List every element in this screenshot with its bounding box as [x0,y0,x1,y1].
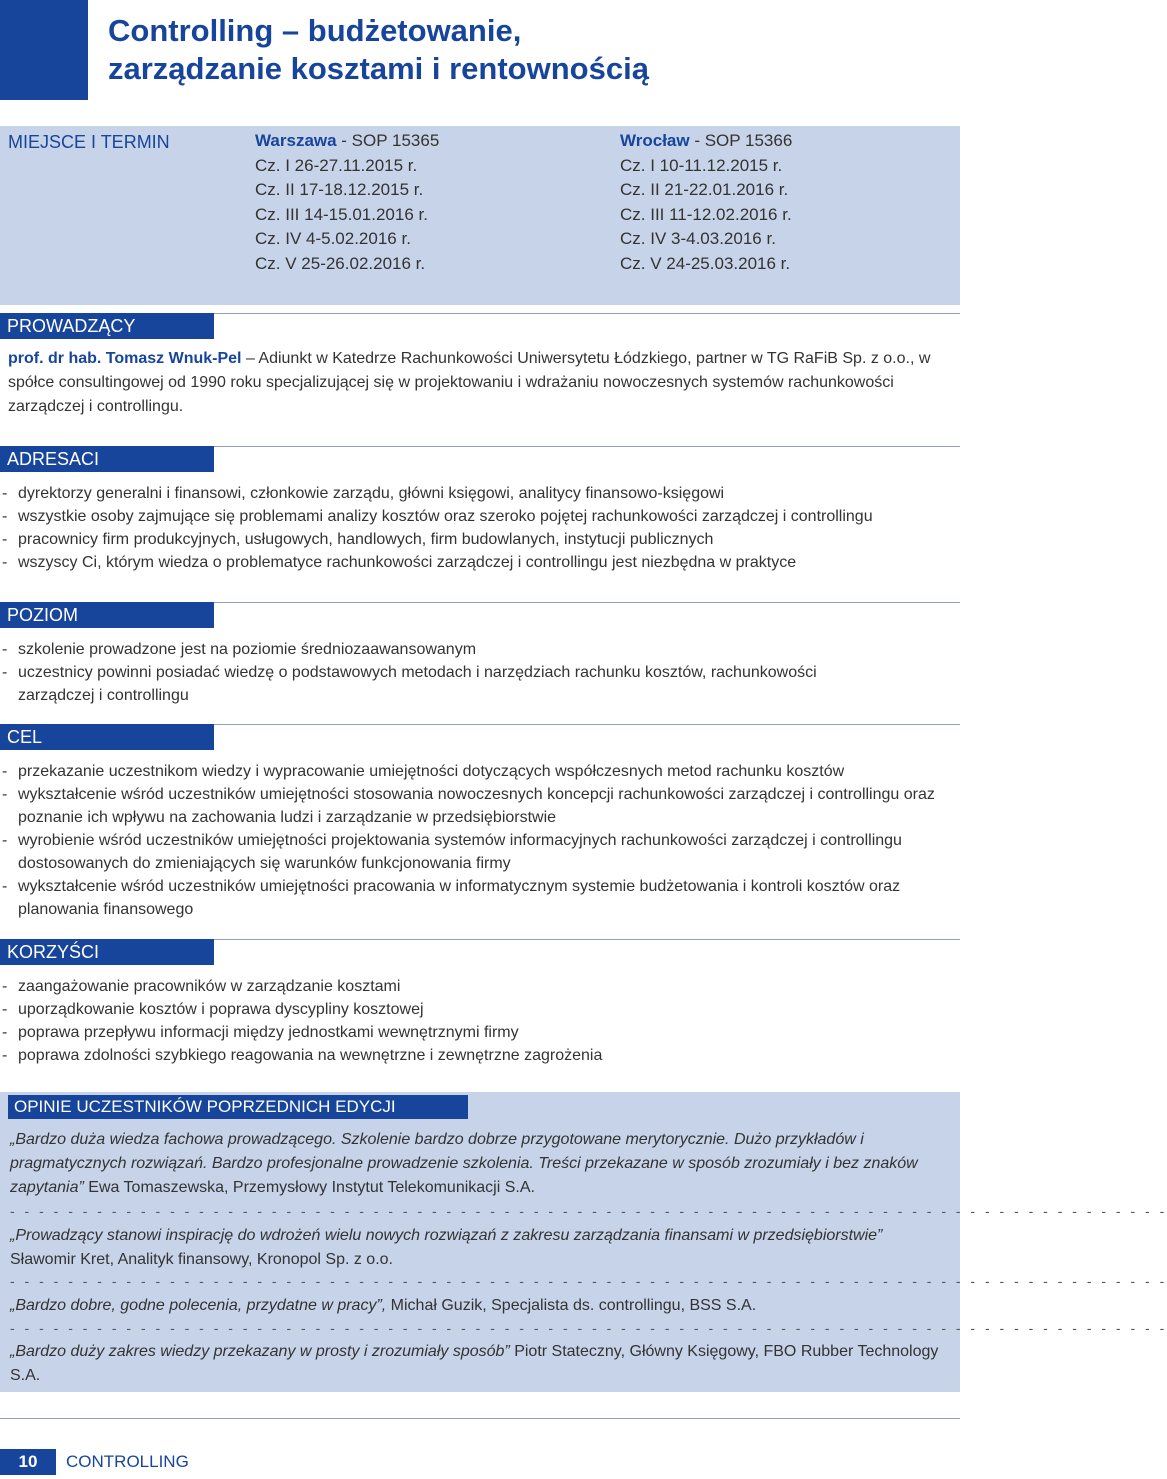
section-heading-opinions: OPINIE UCZESTNIKÓW POPRZEDNICH EDYCJI [8,1095,468,1119]
location-code: - SOP 15365 [336,131,440,150]
opinion-author: Michał Guzik, Specjalista ds. controllingu, BSS S.A. [386,1297,757,1314]
date-item: Cz. I 10-11.12.2015 r. [620,155,783,175]
list-item: - wykształcenie wśród uczestników umiejętności stosowania nowoczesnych koncepcji rachunkowości zarządczej i controllingu oraz poznanie ich wpływu na zachowania ludzi i zarządzanie w przedsiębiorstwie [0,783,960,829]
date-item: Cz. IV 4-5.02.2016 r. [255,229,411,248]
lead-paragraph [8,347,956,419]
location-city: Warszawa [255,131,337,150]
footer-rule [0,1418,960,1419]
list-item: - pracownicy firm produkcyjnych, usługowych, handlowych, firm budowlanych, instytucji publicznych [0,528,960,551]
date-item: Cz. I 26-27.11.2015 r. [255,155,418,175]
opinion-item [10,1340,950,1388]
list-item: - przekazanie uczestnikom wiedzy i wypracowanie umiejętności dotyczących współczesnych metod rachunku kosztów [0,760,960,783]
opinion-quote: „Bardzo duży zakres wiedzy przekazany w prosty i zrozumiały sposób” [10,1343,510,1360]
opinion-quote: „Prowadzący stanowi inspirację do wdrożeń wielu nowych rozwiązań z zakresu zarządzania finansami w przedsiębiorstwie” [10,1227,883,1244]
date-item: Cz. III 14-15.01.2016 r. [255,204,428,224]
list-item: - wszyscy Ci, którym wiedza o problematyce rachunkowości zarządczej i controllingu jest niezbędna w praktyce [0,551,960,574]
opinion-author: Piotr Stateczny, Główny Księgowy, FBO Rubber Technology S.A. [10,1343,939,1384]
date-item: Cz. III 11-12.02.2016 r. [620,204,792,224]
list-item: - zaangażowanie pracowników w zarządzanie kosztami [0,975,960,998]
dashed-separator: - - - - - - - - - - - - - - - - - - - - - - - - - - - - - - - - - - - - - - - - - - - - - - - - - - - - - - - - - - - - - - - - - - - - - - - - - - - - - - - - [10,1273,1167,1289]
location-heading [255,129,439,154]
opinion-author: Ewa Tomaszewska, Przemysłowy Instytut Telekomunikacji S.A. [83,1179,535,1196]
location-wroclaw [620,129,792,276]
list-item: - dyrektorzy generalni i finansowi, członkowie zarządu, główni księgowi, analitycy finansowo-księgowi [0,482,960,505]
list-item: - wszystkie osoby zajmujące się problemami analizy kosztów oraz szeroko pojętej rachunkowości zarządczej i controllingu [0,505,960,528]
dashed-separator: - - - - - - - - - - - - - - - - - - - - - - - - - - - - - - - - - - - - - - - - - - - - - - - - - - - - - - - - - - - - - - - - - - - - - - - - - - - - - - - - [10,1320,1167,1336]
location-code: - SOP 15366 [689,131,793,150]
dashed-separator: - - - - - - - - - - - - - - - - - - - - - - - - - - - - - - - - - - - - - - - - - - - - - - - - - - - - - - - - - - - - - - - - - - - - - - - - - - - - - - - - [10,1203,1167,1219]
lead-name: prof. dr hab. Tomasz Wnuk-Pel [8,350,242,367]
section-heading-audience: ADRESACI [0,446,214,472]
level-list [0,638,830,707]
date-item: Cz. V 24-25.03.2016 r. [620,253,791,273]
list-item: - poprawa zdolności szybkiego reagowania na wewnętrzne i zewnętrzne zagrożenia [0,1044,960,1067]
location-warsaw [255,129,439,276]
list-item: - uczestnicy powinni posiadać wiedzę o podstawowych metodach i narzędziach rachunku kosztów, rachunkowości zarządczej i controllingu [0,661,830,707]
section-heading-lead: PROWADZĄCY [0,313,214,339]
list-item: - szkolenie prowadzone jest na poziomie średniozaawansowanym [0,638,830,661]
page-title-line-2: zarządzanie kosztami i rentownością [108,51,649,86]
page-title [108,12,649,88]
goal-list [0,760,960,921]
date-item: Cz. II 17-18.12.2015 r. [255,180,424,199]
section-heading-benefits: KORZYŚCI [0,939,214,965]
opinion-item [10,1294,950,1318]
list-item: - poprawa przepływu informacji między jednostkami wewnętrznymi firmy [0,1021,960,1044]
opinion-quote: „Bardzo dobre, godne polecenia, przydatne w pracy”, [10,1297,387,1314]
audience-list [0,482,960,574]
list-item: - uporządkowanie kosztów i poprawa dyscypliny kosztowej [0,998,960,1021]
list-item: - wyrobienie wśród uczestników umiejętności projektowania systemów informacyjnych rachunkowości zarządczej i controllingu dostosowanych do zmieniających się warunków funkcjonowania firmy [0,829,960,875]
page-title-line-1: Controlling – budżetowanie, [108,13,522,48]
header-accent-block [0,0,88,100]
location-city: Wrocław [620,131,690,150]
opinion-item [10,1128,950,1200]
date-item: Cz. II 21-22.01.2016 r. [620,180,789,199]
page-number: 10 [0,1449,56,1475]
section-heading-schedule: MIEJSCE I TERMIN [8,132,170,152]
date-item: Cz. IV 3-4.03.2016 r. [620,229,776,248]
lead-description: – Adiunkt w Katedrze Rachunkowości Uniwersytetu Łódzkiego, partner w TG RaFiB Sp. z o.o., w spółce consultingowej od 1990 roku specjalizującej się w projektowaniu i wdrażaniu nowoczesnych systemów rachunkowości zarządczej i controllingu. [8,350,931,415]
section-heading-level: POZIOM [0,602,214,628]
section-heading-goal: CEL [0,724,214,750]
benefits-list [0,975,960,1067]
list-item: - wykształcenie wśród uczestników umiejętności pracowania w informatycznym systemie budżetowania i kontroli kosztów oraz planowania finansowego [0,875,960,921]
opinion-quote: „Bardzo duża wiedza fachowa prowadzącego. Szkolenie bardzo dobrze przygotowane merytorycznie. Dużo przykładów i pragmatycznych rozwiązań. Bardzo profesjonalne prowadzenie szkolenia. Treści przekazane w sposób zrozumiały i bez znaków zapytania” [10,1131,918,1196]
opinion-author: Sławomir Kret, Analityk finansowy, Kronopol Sp. z o.o. [10,1251,393,1268]
location-heading [620,129,792,154]
footer-label: CONTROLLING [66,1452,189,1471]
date-item: Cz. V 25-26.02.2016 r. [255,253,426,273]
opinion-item [10,1224,950,1272]
